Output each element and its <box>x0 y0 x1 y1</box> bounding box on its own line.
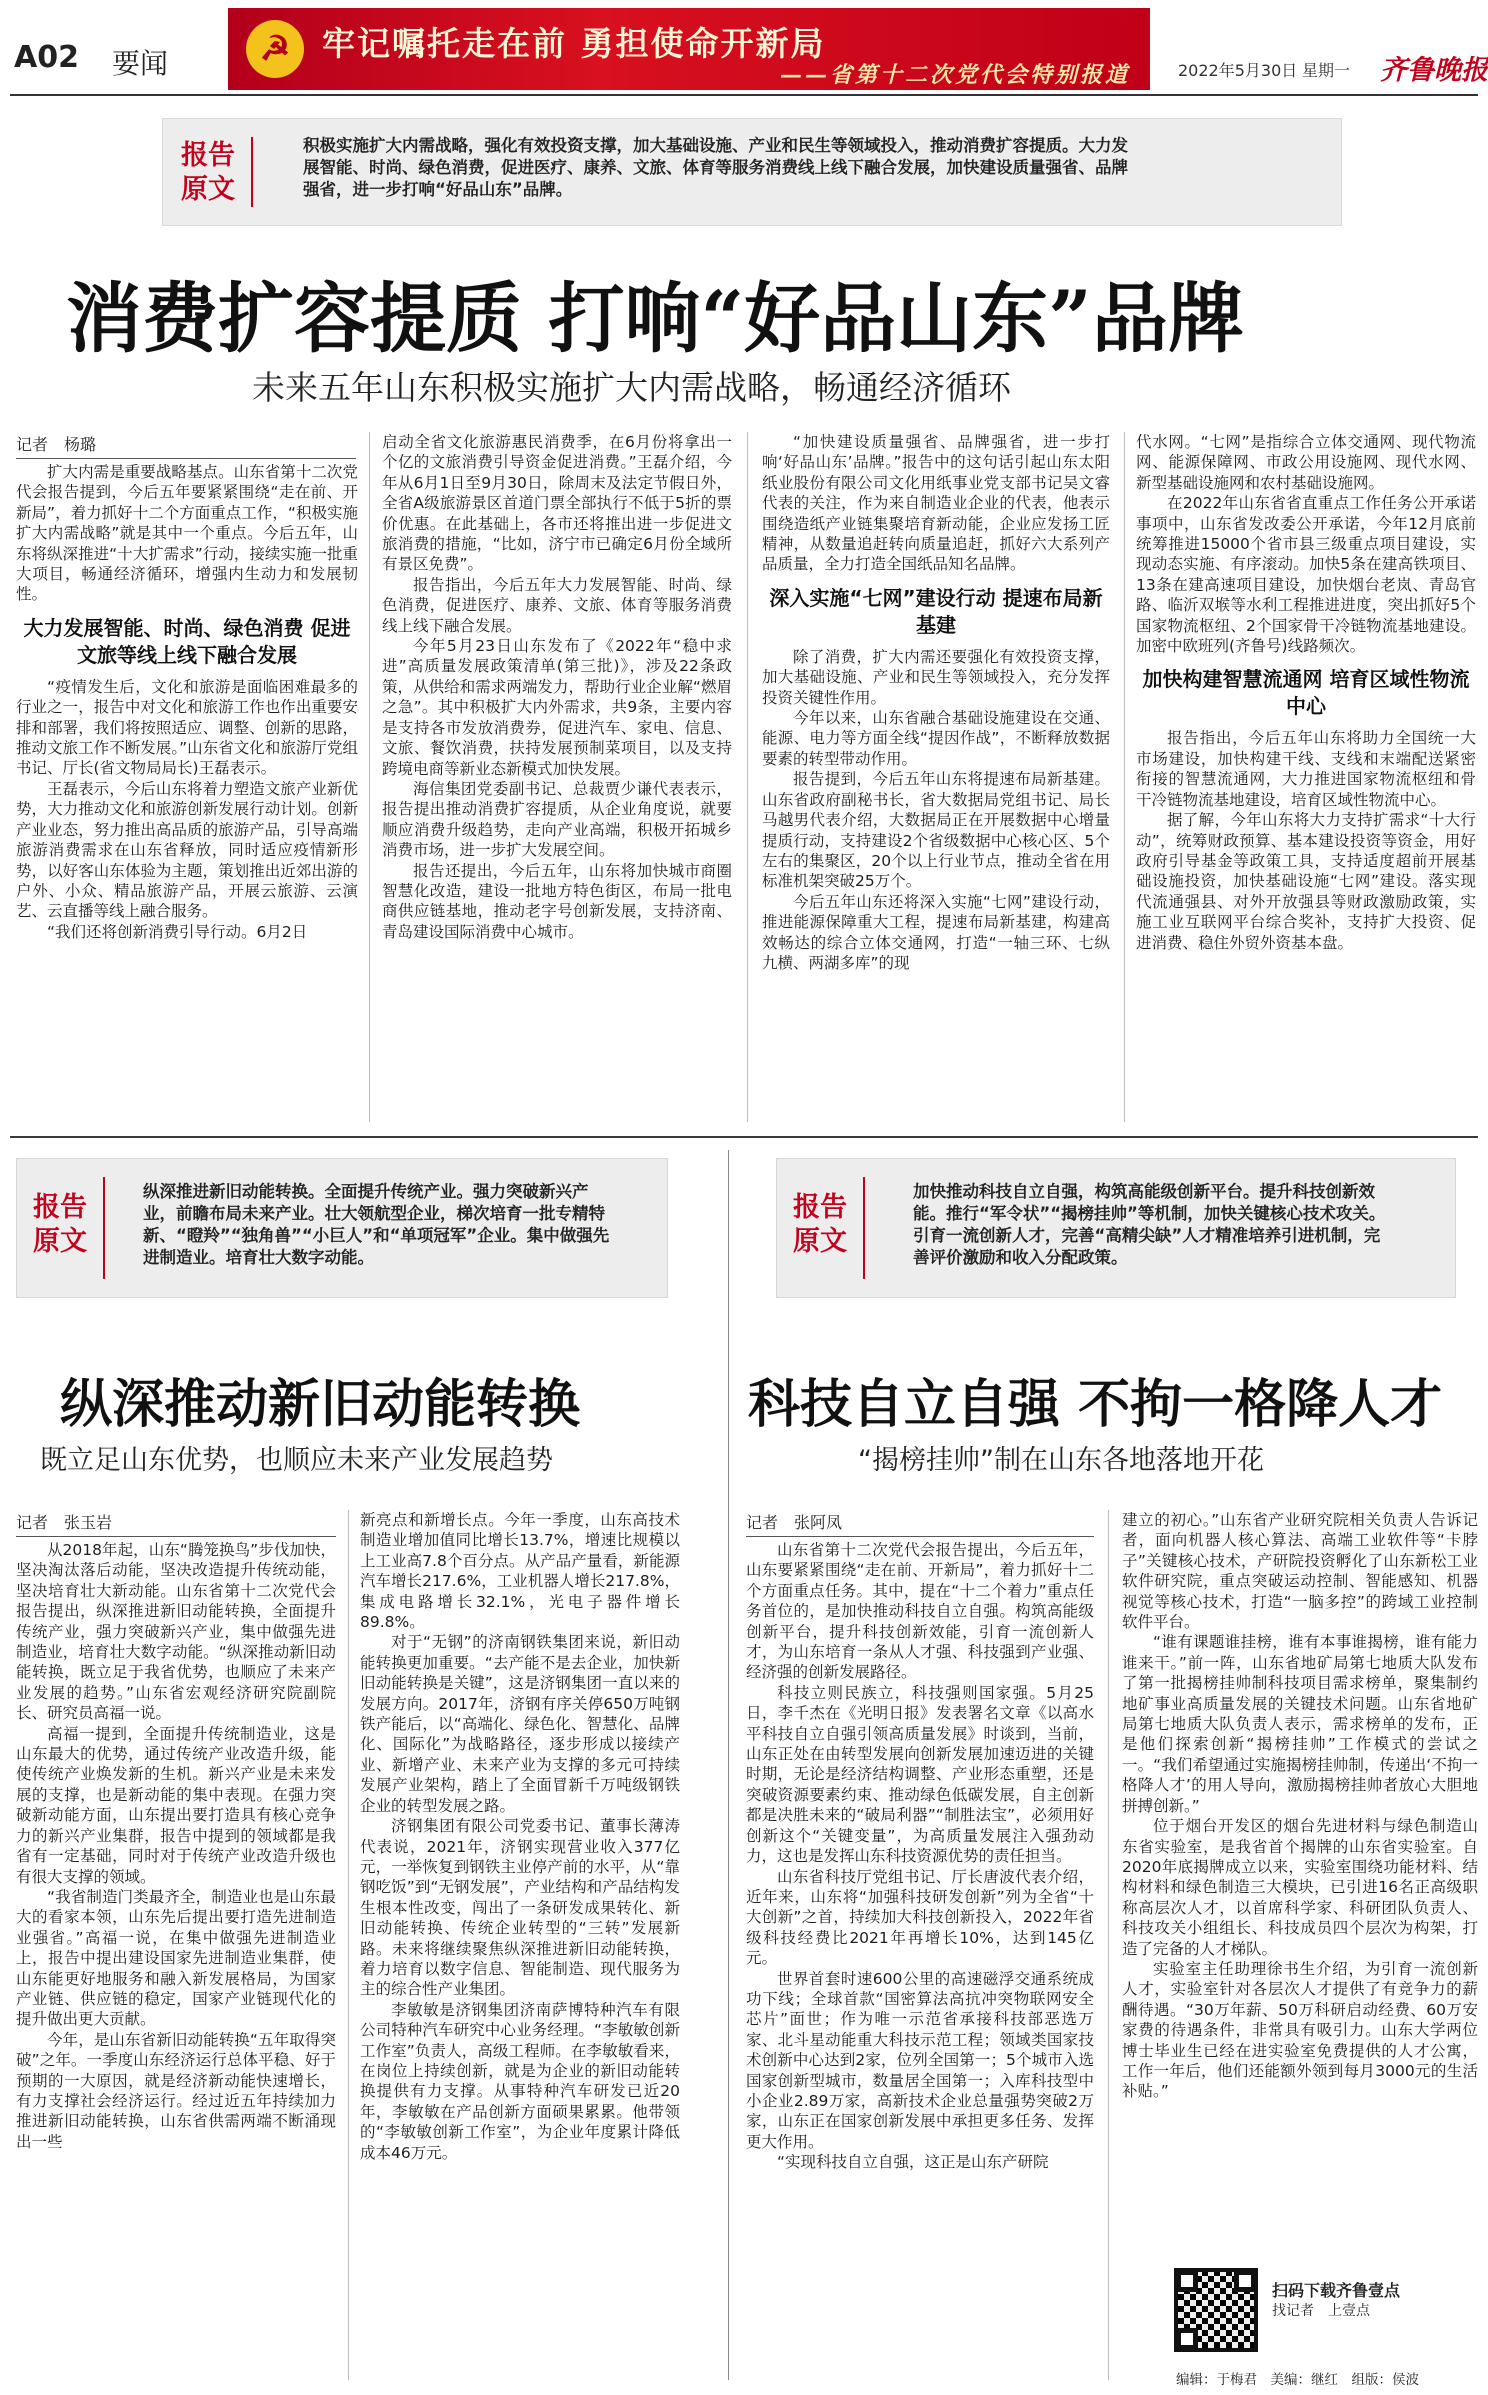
issue-weekday: 星期一 <box>1302 61 1351 80</box>
qr-corner <box>1176 2328 1198 2350</box>
column-rule <box>1124 432 1125 1122</box>
section-heading: 加快构建智慧流通网 培育区域性物流中心 <box>1142 667 1470 719</box>
column-rule <box>369 432 370 1122</box>
paragraph: 建立的初心。”山东省产业研究院相关负责人告诉记者，面向机器人核心算法、高端工业软件等“卡脖子”关键核心技术，产研院投资孵化了山东新松工业软件研究院，重点突破运动控制、智能感知、机器视觉等核心技术，打造“一脑多控”的跨域工业控制软件平台。 <box>1122 1511 1478 1632</box>
report-excerpt-text: 纵深推进新旧动能转换。全面提升传统产业。强力突破新兴产业，前瞻布局未来产业。壮大领航型企业，梯次培育一批专精特新、“瞪羚”“独角兽”“小巨人”和“单项冠军”企业。集中做强先进制造业。培育壮大数字动能。 <box>143 1182 610 1267</box>
column-rule <box>1108 1510 1109 2380</box>
paragraph: “我省制造门类最齐全，制造业也是山东最大的看家本领，山东先后提出要打造先进制造业强省。”高福一说，在集中做强先进制造业上，报告中提出建设国家先进制造业集群，使山东能更好地服务和融入新发展格局，为国家产业链、供应链的稳定，国家产业链现代化的提升做出更大贡献。 <box>16 1887 336 2029</box>
page-number: A02 <box>14 40 79 75</box>
party-emblem-icon: ☭ <box>246 20 304 78</box>
paragraph: 今年以来，山东省融合基础设施建设在交通、能源、电力等方面全线“提因作战”，不断释放数据要素的转型带动作用。 <box>762 709 1110 768</box>
column-rule <box>728 1150 729 2380</box>
banner-title: 牢记嘱托走在前 勇担使命开新局 <box>322 24 826 63</box>
column-rule <box>747 432 748 1122</box>
paragraph: 新亮点和新增长点。今年一季度，山东高技术制造业增加值同比增长13.7%，增速比规模以上工业高7.8个百分点。从产品产量看，新能源汽车增长217.6%，工业机器人增长217.8%，集成电路增长32.1%，光电子器件增长89.8%。 <box>360 1511 680 1632</box>
paragraph: 从2018年起，山东“腾笼换鸟”步伐加快，坚决淘汰落后动能，坚决改造提升传统动能，坚决培育壮大新动能。山东省第十二次党代会报告提出，纵深推进新旧动能转换，全面提升传统产业，强力突破新兴产业，集中做强先进制造业，培育壮大数字动能。“纵深推动新旧动能转换，既立足于我省优势，也顺应了未来产业发展的趋势。”山东省宏观经济研究院副院长、研究员高福一说。 <box>16 1541 336 1723</box>
article-subhead: 既立足山东优势，也顺应未来产业发展趋势 <box>40 1445 553 1476</box>
paragraph: 高福一提到，全面提升传统制造业，这是山东最大的优势，通过传统产业改造升级，能使传统产业焕发新的生机。新兴产业是未来发展的支撑，也是新动能的集中表现。在强力突破新动能方面，山东提出要打造具有核心竞争力的新兴产业集群，报告中提到的领域都是我省有一定基础，同时对于传统产业改造升级也有很大支撑的领域。 <box>16 1724 336 1886</box>
report-label-line1: 报告 <box>181 140 235 171</box>
special-report-banner <box>228 8 1150 90</box>
banner-subtitle: ——省第十二次党代会特别报道 <box>779 62 1130 88</box>
section-divider <box>10 1136 1478 1138</box>
paragraph: “疫情发生后，文化和旅游是面临困难最多的行业之一，报告中对文化和旅游工作也作出重要安排和部署，我们将按照适应、调整、创新的思路，推动文旅工作不断发展。”山东省文化和旅游厅党组书记、厅长(省文物局局长)王磊表示。 <box>16 677 358 778</box>
qr-corner <box>1234 2270 1256 2292</box>
report-label <box>787 1191 853 1259</box>
paragraph: 报告指出，今后五年山东将助力全国统一大市场建设，加快构建干线、支线和末端配送紧密衔接的智慧流通网，大力推进国家物流枢纽和骨干冷链物流基地建设，培育区域性物流中心。 <box>1136 729 1476 809</box>
staff-credits: 编辑：于梅君 美编：继红 组版：侯波 <box>1176 2372 1419 2388</box>
article-column <box>746 1540 1094 2380</box>
report-label-line2: 原文 <box>181 174 235 205</box>
paragraph: 今年5月23日山东发布了《2022年“稳中求进”高质量发展政策清单(第三批)》，涉及22条政策，从供给和需求两端发力，帮助行业企业解“燃眉之急”。其中积极扩大内外需求，共9条，主要内容是支持各市发放消费券，促进汽车、家电、信息、文旅、餐饮消费，扶持发展预制菜项目，以及支持跨境电商等新业态新模式加快发展。 <box>382 637 732 778</box>
article-subhead: 未来五年山东积极实施扩大内需战略，畅通经济循环 <box>252 368 1011 407</box>
section-heading: 深入实施“七网”建设行动 提速布局新基建 <box>769 585 1103 637</box>
report-excerpt-box <box>776 1158 1456 1298</box>
article-column <box>360 1510 680 2380</box>
paragraph: “谁有课题谁挂榜，谁有本事谁揭榜，谁有能力谁来干。”前一阵，山东省地矿局第七地质大队发布了第一批揭榜挂帅制科技项目需求榜单，聚集制约地矿事业高质量发展的关键技术问题。山东省地矿局第七地质大队负责人表示，需求榜单的发布，正是他们探索创新“揭榜挂帅”工作模式的尝试之一。“我们希望通过实施揭榜挂帅制，传递出‘不拘一格降人才’的用人导向，激励揭榜挂帅者放心大胆地拼搏创新。” <box>1122 1633 1478 1815</box>
masthead <box>0 0 1488 98</box>
paragraph: 代水网。“七网”是指综合立体交通网、现代物流网、能源保障网、市政公用设施网、现代水网、新型基础设施网和农村基础设施网。 <box>1136 433 1476 492</box>
article-column <box>762 432 1110 1122</box>
paragraph: 扩大内需是重要战略基点。山东省第十二次党代会报告提到，今后五年要紧紧围绕“走在前、开新局”，着力抓好十二个方面重点工作，“积极实施扩大内需战略”就是其中一个重点。今后五年，山东将纵深推进“十大扩需求”行动，接续实施一批重大项目，畅通经济循环，增强内生动力和发展韧性。 <box>16 463 358 604</box>
article-byline: 记者 张玉岩 <box>16 1510 336 1537</box>
report-divider <box>103 1177 105 1279</box>
paragraph: 今年，是山东省新旧动能转换“五年取得突破”之年。一季度山东经济运行总体平稳、好于预期的一大原因，就是经济新动能快速增长，有力支撑社会经济运行。经过近五年持续加力推进新旧动能转换，山东省供需两端不断涌现出一些 <box>16 2030 336 2151</box>
paragraph: 位于烟台开发区的烟台先进材料与绿色制造山东省实验室，是我省首个揭牌的山东省实验室。自2020年底揭牌成立以来，实验室围绕功能材料、结构材料和绿色制造三大模块，已引进16名正高级职称高层次人才，以首席科学家、科研团队负责人、科技攻关小组组长、科技成员四个层次为构架，打造了完备的人才梯队。 <box>1122 1817 1478 1958</box>
paragraph: 在2022年山东省省直重点工作任务公开承诺事项中，山东省发改委公开承诺，今年12月底前统筹推进15000个省市县三级重点项目建设，实现动态实施、有序滚动。加快5条在建高铁项目、13条在建高速项目建设，加快烟台老岚、青岛官路、临沂双堠等水利工程推进进度，突出抓好5个国家物流枢纽、2个国家骨干冷链物流基地建设。加密中欧班列(齐鲁号)线路频次。 <box>1136 494 1476 656</box>
article-column <box>16 462 358 1122</box>
paragraph: 海信集团党委副书记、总裁贾少谦代表表示，报告提出推动消费扩容提质，从企业角度说，就要顺应消费升级趋势，走向产业高端，积极开拓城乡消费市场，进一步扩大发展空间。 <box>382 779 732 860</box>
paragraph: 启动全省文化旅游惠民消费季，在6月份将拿出一个亿的文旅消费引导资金促进消费。”王磊介绍，今年从6月1日至9月30日，除周末及法定节假日外，全省A级旅游景区首道门票全部执行不低于5折的票价优惠。在此基础上，各市还将推出进一步促进文旅消费的措施，“比如，济宁市已确定6月份全域所有景区免费”。 <box>382 433 732 574</box>
paragraph: “实现科技自立自强，这正是山东产研院 <box>777 2153 1049 2172</box>
article-column <box>1136 432 1476 1122</box>
paragraph: 山东省第十二次党代会报告提出，今后五年，山东要紧紧围绕“走在前、开新局”，着力抓好十二个方面重点任务。其中，提在“十二个着力”重点任务首位的，是加快推动科技自立自强。构筑高能级创新平台，提升科技创新效能，引育一流创新人才，为山东培育一条从人才强、科技强到产业强、经济强的创新发展路径。 <box>746 1541 1094 1682</box>
paragraph: 今后五年山东还将深入实施“七网”建设行动，推进能源保障重大工程，提速布局新基建，构建高效畅达的综合立体交通网，打造“一轴三环、七纵九横、两湖多库”的现 <box>762 892 1110 972</box>
paragraph: 报告还提出，今后五年，山东将加快城市商圈智慧化改造，建设一批地方特色街区，布局一批电商供应链基地，推动老字号创新发展，支持济南、青岛建设国际消费中心城市。 <box>382 861 732 941</box>
article-byline: 记者 张阿凤 <box>746 1510 1094 1537</box>
paragraph: 据了解，今年山东将大力支持扩需求“十大行动”，统筹财政预算、基本建设投资等资金，用好政府引导基金等政策工具，支持适度超前开展基础设施投资，加快基础设施“七网”建设。落实现代流通强县、对外开放强县等财政激励政策，实施工业互联网平台综合奖补，支持扩大投资、促进消费、稳住外贸外资基本盘。 <box>1136 811 1476 952</box>
paragraph: 济钢集团有限公司党委书记、董事长薄涛代表说，2021年，济钢实现营业收入377亿元，一举恢复到钢铁主业停产前的水平，从“靠钢吃饭”到“无钢发展”，产业结构和产品结构发生根本性改变，闯出了一条研发成果转化、新旧动能转换、传统企业转型的“三转”发展新路。未来将继续聚焦纵深推进新旧动能转换，着力培育以数字信息、智能制造、现代服务为主的综合性产业集团。 <box>360 1817 680 1999</box>
qr-corner <box>1176 2270 1198 2292</box>
qr-code-icon[interactable] <box>1174 2268 1258 2352</box>
report-label-line2: 原文 <box>33 1226 87 1257</box>
paragraph: 报告指出，今后五年大力发展智能、时尚、绿色消费，促进医疗、康养、文旅、体育等服务消费线上线下融合发展。 <box>382 575 732 635</box>
report-excerpt-text: 加快推动科技自立自强，构筑高能级创新平台。提升科技创新效能。推行“军令状”“揭榜挂帅”等机制，加快关键核心技术攻关。引育一流创新人才，完善“高精尖缺”人才精准培养引进机制，完善评价激励和收入分配政策。 <box>913 1182 1386 1267</box>
article-column <box>382 432 732 1122</box>
paragraph: 王磊表示，今后山东将着力塑造文旅产业新优势，大力推动文化和旅游创新发展行动计划。创新产业业态，努力推出高品质的旅游产品，引导高端旅游消费需求在山东省释放，同时适应疫情新形势，以好客山东体验为主题，策划推出近郊出游的户外、小众、精品旅游产品，开展云旅游、云演艺、云直播等线上融合服务。 <box>16 779 358 921</box>
paragraph: 报告提到，今后五年山东将提速布局新基建。山东省政府副秘书长，省大数据局党组书记、局长马越男代表介绍，大数据局正在开展数据中心增量提质行动，支持建设2个省级数据中心核心区、5个左右的集聚区，20个以上行业节点，推动全省在用标准机架突破25万个。 <box>762 770 1110 891</box>
article-headline: 消费扩容提质 打响“好品山东”品牌 <box>66 274 1244 363</box>
paragraph: 世界首套时速600公里的高速磁浮交通系统成功下线；全球首款“国密算法高抗冲突物联网安全芯片”面世；作为唯一示范省承接科技部恶选万家、北斗星动能重大科技示范工程；领域类国家技术创新中心达到2家，位列全国第一；5个城市入选国家创新型城市，数量居全国第一；入库科技型中小企业2.89万家，高新技术企业总量强势突破2万家，山东正在国家创新发展中承担更多任务、发挥更大作用。 <box>746 1969 1094 2151</box>
paragraph: 科技立则民族立，科技强则国家强。5月25日，李千杰在《光明日报》发表署名文章《以高水平科技自立自强引领高质量发展》时谈到，当前，山东正处在由转型发展向创新发展加速迈进的关键时期，无论是经济结构调整、产业形态重塑，还是突破资源要素约束、推动绿色低碳发展，自主创新都是决胜未来的“破局利器”“制胜法宝”，必须用好创新这个“关键变量”，为高质量发展注入强劲动力，这也是发挥山东科技资源优势的责任担当。 <box>746 1683 1094 1866</box>
report-label-line1: 报告 <box>33 1192 87 1223</box>
paragraph: “加快建设质量强省、品牌强省，进一步打响‘好品山东’品牌。”报告中的这句话引起山东太阳纸业股份有限公司文化用纸事业党支部书记吴文睿代表的关注，作为来自制造业企业的代表，他表示围绕造纸产业链集聚培育新动能，企业应发扬工匠精神，从数量追赶转向质量追赶，抓好六大系列产品质量，全力打造全国纸品知名品牌。 <box>762 433 1110 574</box>
article-column <box>16 1540 336 2380</box>
report-label <box>27 1191 93 1259</box>
report-excerpt-text: 积极实施扩大内需战略，强化有效投资支撑，加大基础设施、产业和民生等领域投入，推动消费扩容提质。大力发展智能、时尚、绿色消费，促进医疗、康养、文旅、体育等服务消费线上线下融合发展，加快建设质量强省、品牌强省，进一步打响“好品山东”品牌。 <box>303 136 1128 199</box>
report-divider <box>251 137 253 207</box>
newspaper-logo: 齐鲁晚报 <box>1380 55 1488 86</box>
paragraph: “我们还将创新消费引导行动。6月2日 <box>47 922 308 941</box>
report-label <box>175 139 241 207</box>
report-divider <box>863 1177 865 1279</box>
report-label-line2: 原文 <box>793 1226 847 1257</box>
article-column <box>1122 1510 1478 2250</box>
section-label: 要闻 <box>112 47 169 80</box>
article-headline: 科技自立自强 不拘一格降人才 <box>748 1374 1443 1435</box>
section-heading: 大力发展智能、时尚、绿色消费 促进文旅等线上线下融合发展 <box>23 615 351 667</box>
article-subhead: “揭榜挂帅”制在山东各地落地开花 <box>858 1445 1264 1476</box>
paragraph: 山东省科技厅党组书记、厅长唐波代表介绍，近年来，山东将“加强科技研发创新”列为全省“十大创新”之首，持续加大科技创新投入，2022年省级科技经费比2021年再增长10%，达到145亿元。 <box>746 1867 1094 1968</box>
paragraph: 除了消费，扩大内需还要强化有效投资支撑，加大基础设施、产业和民生等领域投入，充分发挥投资关键性作用。 <box>762 647 1110 707</box>
paragraph: 实验室主任助理徐书生介绍，为引育一流创新人才，实验室针对各层次人才提供了有竞争力的薪酬待遇。“30万年薪、50万科研启动经费、60万安家费的待遇条件，非常具有吸引力。山东大学两位博士毕业生已经在进实验室免费提供的人才公寓，工作一年后，他们还能额外领到每月3000元的生活补贴。” <box>1122 1959 1478 2101</box>
report-label-line1: 报告 <box>793 1192 847 1223</box>
paragraph: 对于“无钢”的济南钢铁集团来说，新旧动能转换更加重要。“去产能不是去企业，加快新旧动能转换是关键”，这是济钢集团一直以来的发展方向。2017年，济钢有序关停650万吨钢铁产能后，以“高端化、绿色化、智慧化、品牌化、国际化”为战略路径，逐步形成以接续产业、新增产业、未来产业为支撑的多元可持续发展产业架构，踏上了全面冒新千万吨级钢铁企业的转型发展之路。 <box>360 1633 680 1815</box>
article-byline: 记者 杨璐 <box>16 432 356 459</box>
report-excerpt-box <box>16 1158 668 1298</box>
paragraph: 李敏敏是济钢集团济南萨博特种汽车有限公司特种汽车研究中心业务经理。“李敏敏创新工作室”负责人，高级工程师。在李敏敏看来，在岗位上持续创新，就是为企业的新旧动能转换提供有力支撑。从事特种汽车研发已近20年，李敏敏在产品创新方面硕果累累。他带领的“李敏敏创新工作室”，为企业年度累计降低成本46万元。 <box>360 2000 680 2162</box>
column-rule <box>348 1510 349 2380</box>
report-excerpt-box <box>162 118 1342 226</box>
article-headline: 纵深推动新旧动能转换 <box>60 1374 581 1435</box>
issue-date: 2022年5月30日 <box>1178 61 1298 80</box>
qr-credit: 找记者 上壹点 <box>1272 2303 1370 2319</box>
masthead-rule <box>10 94 1478 96</box>
qr-caption: 扫码下载齐鲁壹点 <box>1272 2281 1401 2300</box>
